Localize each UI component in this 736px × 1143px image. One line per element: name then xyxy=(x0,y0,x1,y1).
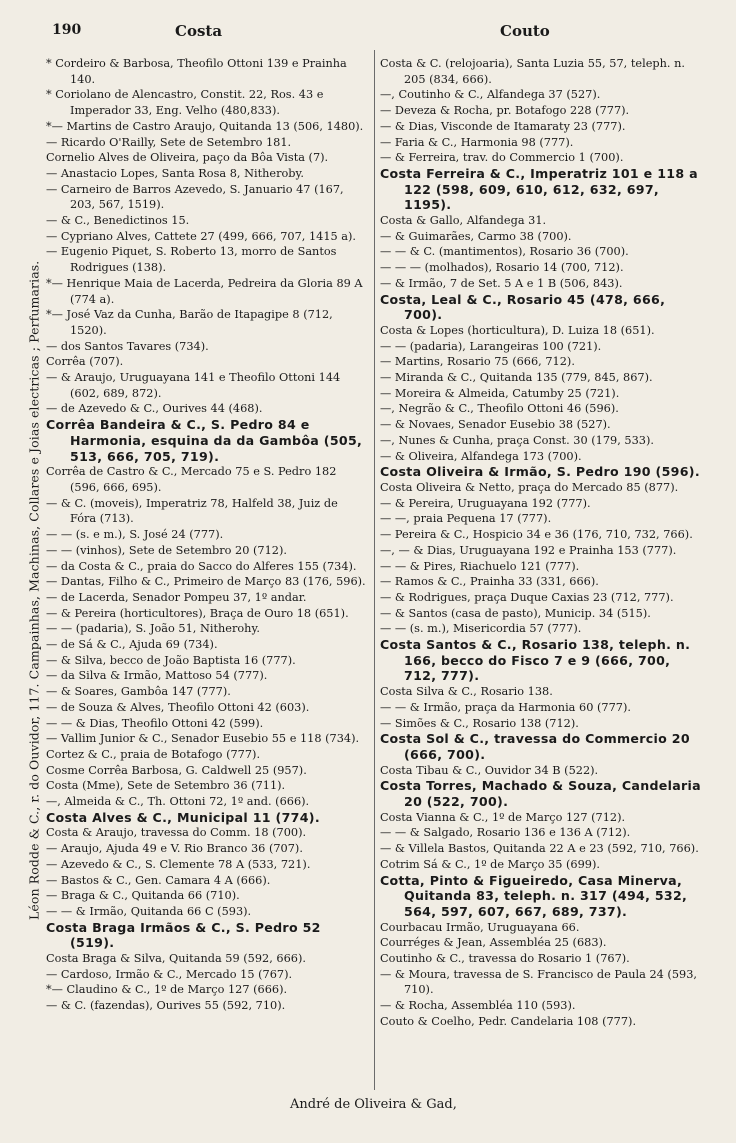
directory-entry: — & Moura, travessa de S. Francisco de Paula 24 (593, 710). xyxy=(380,967,701,997)
directory-entry: Cornelio Alves de Oliveira, paço da Bôa Vista (7). xyxy=(46,151,329,165)
directory-entry: Costa Tibau & C., Ouvidor 34 B (522). xyxy=(380,763,599,777)
directory-entry: — Pereira & C., Hospicio 34 e 36 (176, 710, 732, 766). xyxy=(380,528,693,542)
directory-entry: — — & Salgado, Rosario 136 e 136 A (712). xyxy=(380,826,631,840)
directory-entry: — — (vinhos), Sete de Setembro 20 (712). xyxy=(46,543,287,557)
directory-entry: Courréges & Jean, Assembléa 25 (683). xyxy=(380,936,607,950)
directory-entry: Cosme Corrêa Barbosa, G. Caldwell 25 (957). xyxy=(46,763,307,777)
directory-entry: Couto & Coelho, Pedr. Candelaria 108 (777). xyxy=(380,1014,637,1028)
directory-entry: — — (padaria), Larangeiras 100 (721). xyxy=(380,339,602,353)
directory-entry: — & Villela Bastos, Quitanda 22 A e 23 (592, 710, 766). xyxy=(380,842,699,856)
directory-entry: — Braga & C., Quitanda 66 (710). xyxy=(46,889,240,903)
directory-entry: — & Rodrigues, praça Duque Caxias 23 (712, 777). xyxy=(380,590,674,604)
directory-entry: Courbacau Irmão, Uruguayana 66. xyxy=(380,920,580,934)
directory-entry: — de Azevedo & C., Ourives 44 (468). xyxy=(46,402,263,416)
directory-entry: — & Pereira, Uruguayana 192 (777). xyxy=(380,496,591,510)
directory-entry: — & Ferreira, trav. do Commercio 1 (700). xyxy=(380,151,624,165)
directory-entry: — — (padaria), S. João 51, Nitherohy. xyxy=(46,622,260,636)
directory-entry: — Martins, Rosario 75 (666, 712). xyxy=(380,355,575,369)
left-column xyxy=(46,56,366,1014)
directory-entry: — & C. (moveis), Imperatriz 78, Halfeld 38, Juiz de Fóra (713). xyxy=(46,496,342,526)
directory-entry: — & Dias, Visconde de Itamaraty 23 (777). xyxy=(380,119,626,133)
directory-entry: — Ricardo O'Railly, Sete de Setembro 181. xyxy=(46,135,292,149)
directory-entry: — — & Pires, Riachuelo 121 (777). xyxy=(380,559,580,573)
directory-entry: — & Araujo, Uruguayana 141 e Theofilo Ottoni 144 (602, 689, 872). xyxy=(46,371,344,400)
directory-entry: Costa & Gallo, Alfandega 31. xyxy=(380,214,547,228)
directory-entry: Costa Torres, Machado & Souza, Candelaria 20 (522, 700). xyxy=(380,778,706,810)
directory-entry: — & Guimarães, Carmo 38 (700). xyxy=(380,229,572,243)
directory-entry: Costa & Lopes (horticultura), D. Luiza 18 (651). xyxy=(380,323,655,337)
directory-entry: * Coriolano de Alencastro, Constit. 22, Ros. 43 e Imperador 33, Eng. Velho (480,833). xyxy=(46,88,328,118)
left-running-head: Costa xyxy=(175,22,223,40)
directory-entry: — Simões & C., Rosario 138 (712). xyxy=(380,716,579,730)
directory-entry: —, Coutinho & C., Alfandega 37 (527). xyxy=(380,88,601,102)
directory-entry: — Moreira & Almeida, Catumby 25 (721). xyxy=(380,386,620,400)
directory-entry: — de Lacerda, Senador Pompeu 37, 1º andar. xyxy=(46,590,307,604)
right-column xyxy=(380,56,704,1030)
directory-entry: — Vallim Junior & C., Senador Eusebio 55 e 118 (734). xyxy=(46,732,360,746)
directory-entry: Costa Sol & C., travessa do Commercio 20 (666, 700). xyxy=(380,731,695,762)
directory-entry: — & Irmão, 7 de Set. 5 A e 1 B (506, 843). xyxy=(380,276,623,290)
directory-entry: Corrêa Bandeira & C., S. Pedro 84 e Harmonia, esquina da da Gambôa (505, 513, 666, 705, 719). xyxy=(46,417,367,464)
directory-entry: —, — & Dias, Uruguayana 192 e Prainha 153 (777). xyxy=(380,543,677,557)
directory-entry: Costa Vianna & C., 1º de Março 127 (712). xyxy=(380,810,626,824)
page-number: 190 xyxy=(52,22,82,38)
directory-entry: Costa Braga & Silva, Quitanda 59 (592, 666). xyxy=(46,952,306,966)
directory-entry: — — & C. (mantimentos), Rosario 36 (700). xyxy=(380,245,629,259)
directory-entry: Costa Santos & C., Rosario 138, teleph. n. 166, becco do Fisco 7 e 9 (666, 700, 712, 777). xyxy=(380,637,695,684)
directory-entry: *— Henrique Maia de Lacerda, Pedreira da Gloria 89 A (774 a). xyxy=(46,276,367,306)
directory-entry: — Araujo, Ajuda 49 e V. Rio Branco 36 (707). xyxy=(46,842,303,856)
directory-entry: — Cardoso, Irmão & C., Mercado 15 (767). xyxy=(46,967,293,981)
directory-entry: — Faria & C., Harmonia 98 (777). xyxy=(380,135,574,149)
directory-entry: — — & Irmão, Quitanda 66 C (593). xyxy=(46,904,252,918)
directory-entry: Costa Silva & C., Rosario 138. xyxy=(380,685,553,699)
directory-entry: — da Silva & Irmão, Mattoso 54 (777). xyxy=(46,669,268,683)
directory-entry: Costa Alves & C., Municipal 11 (774). xyxy=(46,809,320,825)
directory-entry: —, Nunes & Cunha, praça Const. 30 (179, 533). xyxy=(380,433,654,447)
directory-entry: — — — (molhados), Rosario 14 (700, 712). xyxy=(380,261,624,275)
directory-entry: — & Rocha, Assembléa 110 (593). xyxy=(380,999,576,1013)
directory-entry: — & Oliveira, Alfandega 173 (700). xyxy=(380,449,582,463)
directory-entry: Costa & Araujo, travessa do Comm. 18 (700). xyxy=(46,826,307,840)
directory-entry: —, Almeida & C., Th. Ottoni 72, 1º and. (666). xyxy=(46,795,310,809)
directory-entry: — Deveza & Rocha, pr. Botafogo 228 (777). xyxy=(380,104,630,118)
directory-entry: — & Silva, becco de João Baptista 16 (777). xyxy=(46,653,296,667)
directory-entry: — dos Santos Tavares (734). xyxy=(46,339,209,353)
directory-entry: Costa Braga Irmãos & C., S. Pedro 52 (519). xyxy=(46,919,326,951)
directory-entry: — Dantas, Filho & C., Primeiro de Março 83 (176, 596). xyxy=(46,575,366,589)
directory-entry: Costa Ferreira & C., Imperatriz 101 e 118 a 122 (598, 609, 610, 612, 632, 697, 1195). xyxy=(380,165,703,213)
right-running-head: Couto xyxy=(500,22,550,40)
directory-entry: Cotta, Pinto & Figueiredo, Casa Minerva, Quitanda 83, teleph. n. 317 (494, 532, 564, 597, 607, 667, 689, 737). xyxy=(380,872,692,919)
directory-entry: — Ramos & C., Prainha 33 (331, 666). xyxy=(380,575,599,589)
directory-entry: Cotrim Sá & C., 1º de Março 35 (699). xyxy=(380,857,600,871)
directory-entry: — de Souza & Alves, Theofilo Ottoni 42 (603). xyxy=(46,700,310,714)
column-divider xyxy=(374,50,375,1090)
directory-entry: Corrêa de Castro & C., Mercado 75 e S. Pedro 182 (596, 666, 695). xyxy=(46,465,340,494)
directory-entry: — —, praia Pequena 17 (777). xyxy=(380,512,552,526)
directory-entry: * Cordeiro & Barbosa, Theofilo Ottoni 139 e Prainha 140. xyxy=(46,57,351,86)
directory-entry: Costa Oliveira & Irmão, S. Pedro 190 (596). xyxy=(380,464,700,480)
directory-entry: — — & Irmão, praça da Harmonia 60 (777). xyxy=(380,700,631,714)
page-footer: André de Oliveira & Gad, xyxy=(290,1097,457,1112)
directory-entry: — & Pereira (horticultores), Braça de Ouro 18 (651). xyxy=(46,606,349,620)
directory-entry: — da Costa & C., praia do Sacco do Alferes 155 (734). xyxy=(46,559,357,573)
directory-entry: Costa & C. (relojoaria), Santa Luzia 55, 57, teleph. n. 205 (834, 666). xyxy=(380,57,689,86)
directory-entry: —, Negrão & C., Theofilo Ottoni 46 (596). xyxy=(380,402,619,416)
directory-entry: Corrêa (707). xyxy=(46,355,124,369)
directory-entry: *— Claudino & C., 1º de Março 127 (666). xyxy=(46,983,288,997)
directory-entry: — Azevedo & C., S. Clemente 78 A (533, 721). xyxy=(46,857,311,871)
directory-entry: — — (s. m.), Misericordia 57 (777). xyxy=(380,622,582,636)
directory-entry: — Bastos & C., Gen. Camara 4 A (666). xyxy=(46,873,271,887)
directory-entry: — & Novaes, Senador Eusebio 38 (527). xyxy=(380,418,611,432)
directory-entry: — & Santos (casa de pasto), Municip. 34 (515). xyxy=(380,606,651,620)
directory-entry: *— Martins de Castro Araujo, Quitanda 13 (506, 1480). xyxy=(46,119,364,133)
directory-entry: — Eugenio Piquet, S. Roberto 13, morro de Santos Rodrigues (138). xyxy=(46,245,341,275)
directory-entry: Coutinho & C., travessa do Rosario 1 (767). xyxy=(380,952,630,966)
directory-entry: Cortez & C., praia de Botafogo (777). xyxy=(46,747,261,761)
directory-entry: — & C., Benedictinos 15. xyxy=(46,214,190,228)
directory-entry: — — & Dias, Theofilo Ottoni 42 (599). xyxy=(46,716,264,730)
side-advertisement: Léon Rodde & C., r. do Ouvidor, 117. Campainhas, Machinas, Collares e Joias electricas ; Perfumarias. xyxy=(26,260,42,920)
directory-entry: *— José Vaz da Cunha, Barão de Itapagipe 8 (712, 1520). xyxy=(46,308,337,337)
directory-entry: — & Soares, Gambôa 147 (777). xyxy=(46,685,231,699)
directory-entry: Costa, Leal & C., Rosario 45 (478, 666, 700). xyxy=(380,291,670,323)
directory-entry: — Anastacio Lopes, Santa Rosa 8, Nitheroby. xyxy=(46,166,304,180)
directory-entry: — Cypriano Alves, Cattete 27 (499, 666, 707, 1415 a). xyxy=(46,229,357,243)
directory-entry: — Carneiro de Barros Azevedo, S. Januario 47 (167, 203, 567, 1519). xyxy=(46,182,348,212)
directory-entry: — Miranda & C., Quitanda 135 (779, 845, 867). xyxy=(380,371,653,385)
directory-entry: — — (s. e m.), S. José 24 (777). xyxy=(46,528,224,542)
directory-entry: — & C. (fazendas), Ourives 55 (592, 710). xyxy=(46,999,286,1013)
directory-entry: — de Sá & C., Ajuda 69 (734). xyxy=(46,638,218,652)
directory-entry: Costa (Mme), Sete de Setembro 36 (711). xyxy=(46,779,286,793)
directory-entry: Costa Oliveira & Netto, praça do Mercado 85 (877). xyxy=(380,480,679,494)
